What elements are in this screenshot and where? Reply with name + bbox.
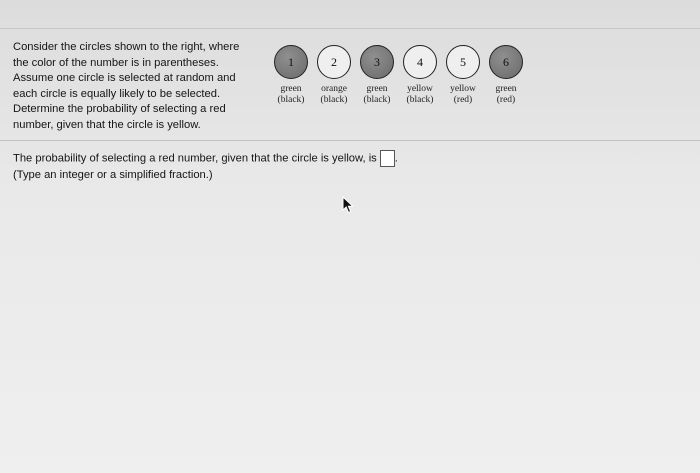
circle-5: 5: [446, 45, 480, 79]
circle-color-label: green: [495, 84, 517, 94]
circle-color-label: yellow: [407, 84, 433, 94]
problem-line: number, given that the circle is yellow.: [13, 118, 201, 131]
problem-line: Assume one circle is selected at random and: [13, 72, 236, 85]
circle-2: 2: [317, 45, 351, 79]
circles-figure: [266, 45, 526, 115]
number-color-label: (black): [406, 95, 434, 105]
problem-line: Determine the probability of selecting a red: [13, 103, 226, 116]
circle-color-label: yellow: [450, 84, 476, 94]
circle-color-label: green: [366, 84, 388, 94]
answer-input[interactable]: [380, 150, 395, 167]
mouse-pointer-icon: [342, 196, 354, 214]
circle-1: 1: [274, 45, 308, 79]
number-color-label: (black): [277, 95, 305, 105]
circle-color-label: green: [280, 84, 302, 94]
number-color-label: (black): [320, 95, 348, 105]
problem-line: the color of the number is in parentheses.: [13, 56, 219, 69]
circle-6: 6: [489, 45, 523, 79]
problem-line: Consider the circles shown to the right, where: [13, 41, 240, 53]
question-area: [13, 150, 613, 183]
question-line: [13, 150, 613, 167]
question-prompt: The probability of selecting a red number, given that the circle is yellow, is: [13, 152, 377, 165]
number-color-label: (red): [496, 95, 516, 105]
number-color-label: (black): [363, 95, 391, 105]
circle-item-6: [481, 45, 531, 106]
answer-hint: (Type an integer or a simplified fraction.): [13, 169, 213, 181]
problem-line: each circle is equally likely to be selected.: [13, 87, 221, 100]
circle-color-label: orange: [321, 84, 347, 94]
problem-statement: [13, 40, 265, 134]
top-divider: [0, 28, 700, 29]
number-color-label: (red): [453, 95, 473, 105]
section-divider: [0, 140, 700, 141]
circle-4: 4: [403, 45, 437, 79]
question-suffix: .: [394, 152, 398, 165]
circle-3: 3: [360, 45, 394, 79]
